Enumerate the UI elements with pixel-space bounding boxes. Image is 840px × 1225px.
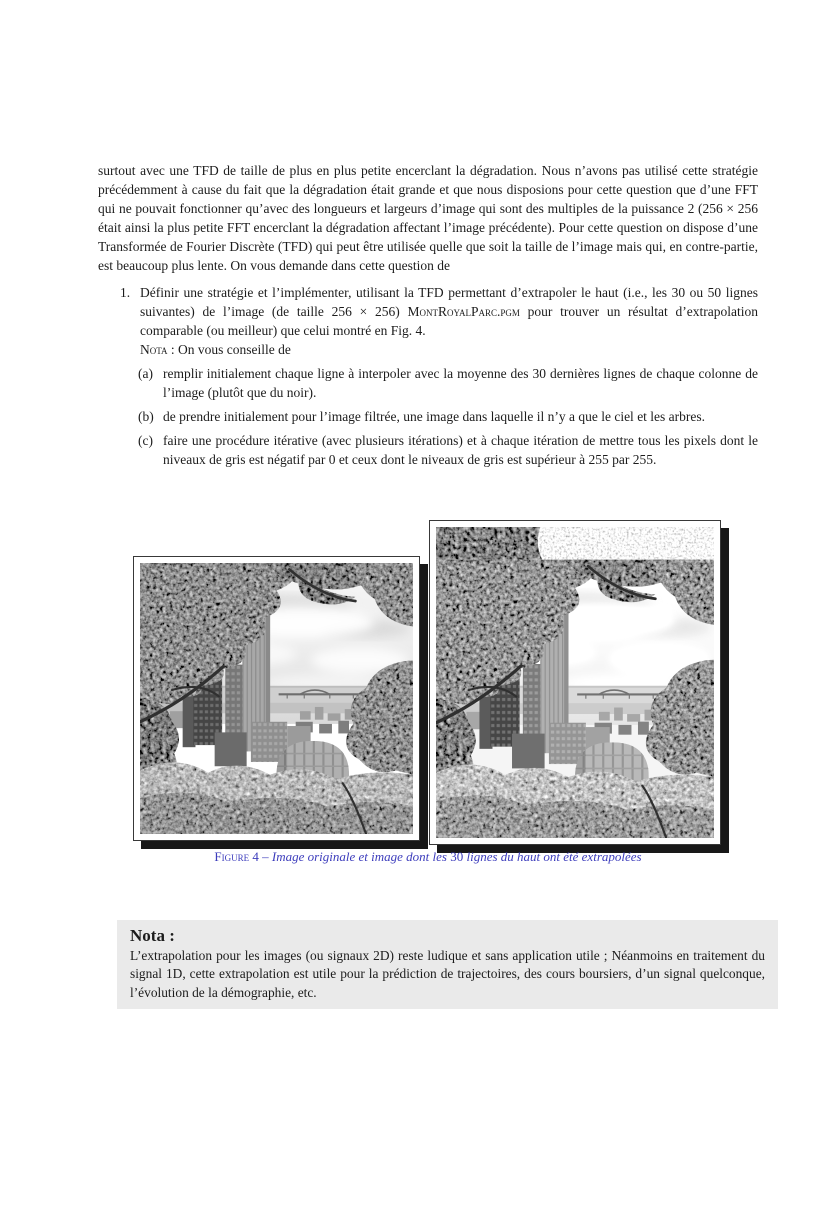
figure-caption-separator: – [258, 849, 272, 864]
nota-box-text: L’extrapolation pour les images (ou signaux 2D) reste ludique et sans application utile ; Néanmoins en traitement du signal 1D, cette extrapolation est utile pour la prédiction de trajectoires, des cours boursiers, d’un signal quelconque, l’évolution de la démographie, etc. [130, 948, 765, 1000]
figure-caption-text-1: Image originale et image dont les [271, 849, 451, 864]
subitem-label: (a) [138, 365, 153, 381]
list-subitem-b [138, 407, 758, 426]
subitem-text: faire une procédure itérative (avec plusieurs itérations) et à chaque itération de mettre tous les pixels dont le niveaux de gris est négatif par 0 et ceux dont le niveaux de gris est supérieur à 255 par 255. [163, 433, 758, 468]
list-item-number: 1. [120, 284, 131, 300]
figure-image-extrapolated [436, 527, 714, 838]
figure-image-original [140, 563, 413, 834]
list-subitem-a [138, 364, 758, 402]
list-item-1 [120, 283, 758, 359]
subitem-text: de prendre initialement pour l’image filtrée, une image dans laquelle il n’y a que le ciel et les arbres. [163, 409, 706, 425]
list-subitem-c [138, 431, 758, 469]
figure-caption-number: 30 [450, 849, 464, 864]
intro-paragraph: surtout avec une TFD de taille de plus en plus petite encerclant la dégradation. Nous n’avons pas utilisé cette stratégie précédemment à cause du fait que la dégradation était grande et que nous disposions pour cette question que d’une FFT qui ne pouvait fonctionner qu’avec des longueurs et largeurs d’image qui sont des multiples de la puissance 2 (256 × 256 était ainsi la plus petite FFT encerclant la dégradation affectant l’image précédente). Pour cette question on dispose d’une Transformée de Fourier Discrète (TFD) qui peut être utilisée quelle que soit la taille de l’image mais qui, en contre-partie, est beaucoup plus lente. On vous demande dans cette question de [98, 163, 758, 274]
subitem-text: remplir initialement chaque ligne à interpoler avec la moyenne des 30 dernières lignes de chaque colonne de l’image (plutôt que du noir). [163, 365, 758, 401]
list-item-body [140, 283, 758, 359]
file-name: MontRoyalParc.pgm [407, 303, 520, 319]
nota-box [117, 920, 778, 1009]
item1-nota-line [140, 340, 758, 359]
nota-box-title: Nota : [130, 926, 175, 945]
item1-text-after: pour trouver un résultat d’extrapolation comparable (ou meilleur) que celui montré en Fig. 4. [140, 303, 759, 338]
subitem-label: (c) [138, 433, 153, 449]
figure-caption [98, 849, 758, 865]
figure-image-original-frame [133, 556, 420, 841]
figure-caption-text-2: lignes du haut ont été extrapolées [463, 849, 642, 864]
body-text [98, 161, 758, 469]
figure-caption-label: Figure 4 [214, 849, 259, 864]
subitem-label: (b) [138, 409, 154, 425]
item1-text-before: Définir une stratégie et l’implémenter, utilisant la TFD permettant d’extrapoler le haut (i.e., les 30 ou 50 lignes suivantes) de l’image (de taille 256 × 256) [140, 284, 758, 319]
nota-inline-text: : On vous conseille de [167, 341, 291, 357]
nota-inline-label: Nota [140, 341, 168, 357]
figure-image-extrapolated-frame [429, 520, 721, 845]
